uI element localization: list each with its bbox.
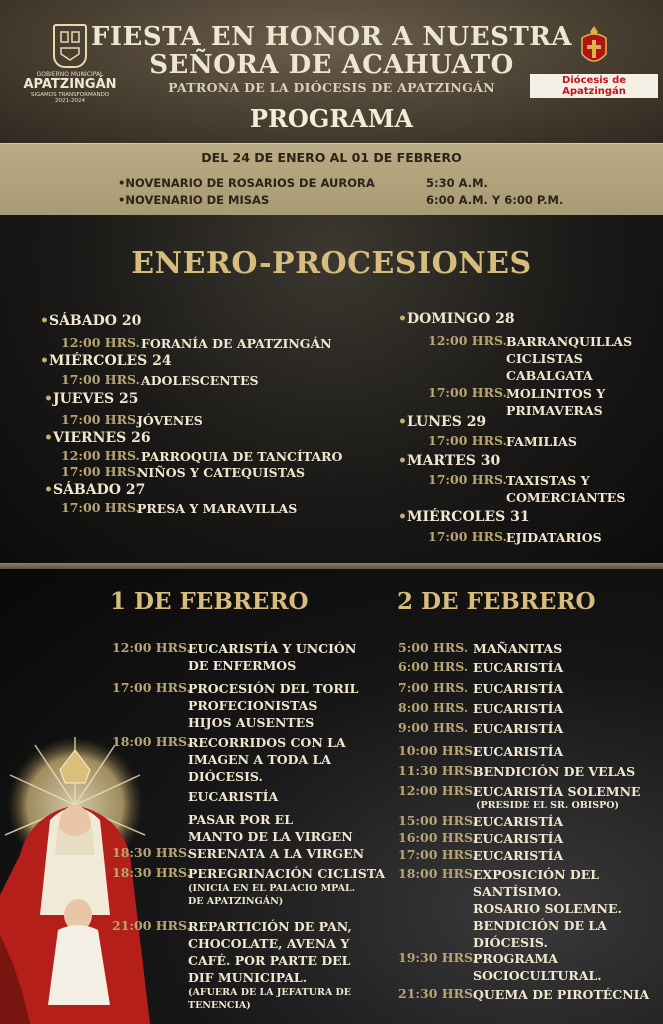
enero-day-label: •LUNES 29 [398,414,487,430]
feb2-event-text: EUCARISTÍA [473,660,564,675]
feb2-event-text: SOCIOCULTURAL. [473,968,602,983]
enero-event-time: 17:00 HRS. [61,464,140,479]
feb2-event-time: 8:00 HRS. [398,700,469,715]
bullet-dot-icon: • [398,453,407,469]
bullet-dot-icon: • [398,311,407,327]
feb2-event-text: EUCARISTÍA [473,681,564,696]
feb2-event-text: MAÑANITAS [473,641,563,656]
feb2-event-text: ROSARIO SOLEMNE. [473,901,622,916]
enero-day-label: •SÁBADO 27 [44,482,146,498]
band-dates: DEL 24 DE ENERO AL 01 DE FEBRERO [201,150,462,165]
enero-day-label: •MIÉRCOLES 24 [40,353,172,369]
enero-event-text: CABALGATA [506,368,593,383]
feb2-event-time: 18:00 HRS. [398,866,477,881]
feb1-event-time: 12:00 HRS. [112,640,191,655]
logo-left-slogan: SIGAMOS TRANSFORMANDO [30,92,110,98]
feb1-event-text: DIF MUNICIPAL. [188,970,308,985]
feb1-event-note: (AFUERA DE LA JEFATURA DE [188,987,352,998]
enero-event-text: FAMILIAS [506,434,577,449]
feb1-event-text: EUCARISTÍA Y UNCIÓN [188,641,357,656]
feb2-event-time: 21:30 HRS. [398,986,477,1001]
enero-event-time: 17:00 HRS. [61,412,140,427]
enero-event-time: 17:00 HRS. [61,500,140,515]
bullet-dot-icon: • [44,430,53,446]
feb1-event-text: DE ENFERMOS [188,658,297,673]
bullet-dot-icon: • [40,313,49,329]
title-line-1: FIESTA EN HONOR A NUESTRA [90,22,573,52]
enero-day-label: •MIÉRCOLES 31 [398,509,530,525]
feb2-event-time: 16:00 HRS. [398,830,477,845]
feb2-event-text: EUCARISTÍA [473,701,564,716]
feb1-event-text: EUCARISTÍA [188,789,279,804]
enero-event-text: MOLINITOS Y [506,386,606,401]
feb1-event-time: 21:00 HRS. [112,918,191,933]
enero-event-text: JÓVENES [137,413,203,428]
enero-event-text: EJIDATARIOS [506,530,602,545]
band-line-2-label: •NOVENARIO DE MISAS [118,193,270,207]
feb1-event-text: CHOCOLATE, AVENA Y [188,936,350,951]
feb2-event-text: EXPOSICIÓN DEL [473,867,600,882]
feb1-event-time: 17:00 HRS. [112,680,191,695]
feb1-event-time: 18:30 HRS. [112,845,191,860]
band-line-1-time: 5:30 A.M. [426,176,488,190]
feb1-event-text: MANTO DE LA VIRGEN [188,829,353,844]
bullet-dot-icon: • [398,509,407,525]
enero-event-time: 17:00 HRS. [428,529,507,544]
title-line-2: SEÑORA DE ACAHUATO [149,50,514,80]
enero-event-text: FORANÍA DE APATZINGÁN [141,336,332,351]
feb2-event-time: 6:00 HRS. [398,659,469,674]
feb2-event-text: SANTÍSIMO. [473,884,562,899]
band-line-2-time: 6:00 A.M. Y 6:00 P.M. [426,193,564,207]
enero-event-text: ADOLESCENTES [141,373,259,388]
enero-day-label: •JUEVES 25 [44,391,139,407]
feb1-event-time: 18:30 HRS. [112,865,191,880]
enero-event-time: 12:00 HRS. [61,448,140,463]
bullet-dot-icon: • [44,391,53,407]
subtitle: PATRONA DE LA DIÓCESIS DE APATZINGÁN [168,80,495,95]
feb2-event-text: BENDICIÓN DE VELAS [473,764,636,779]
enero-day-label: •DOMINGO 28 [398,311,515,327]
feb2-event-time: 7:00 HRS. [398,680,469,695]
feb2-event-note: (PRESIDE EL SR. OBISPO) [476,800,619,811]
logo-left-top: GOBIERNO MUNICIPAL [36,71,104,78]
feb1-event-text: PASAR POR EL [188,812,293,827]
enero-day-label: •VIERNES 26 [44,430,151,446]
enero-heading: ENERO-PROCESIONES [131,246,532,281]
enero-event-time: 17:00 HRS. [61,372,140,387]
bullet-dot-icon: • [398,414,407,430]
feb1-event-text: RECORRIDOS CON LA [188,735,346,750]
feb2-event-time: 11:30 HRS. [398,763,477,778]
feb2-event-text: EUCARISTÍA [473,831,564,846]
enero-event-text: NIÑOS Y CATEQUISTAS [137,465,306,480]
feb2-event-text: EUCARISTÍA [473,721,564,736]
enero-event-text: COMERCIANTES [506,490,626,505]
bullet-dot-icon: • [40,353,49,369]
feb2-event-text: DIÓCESIS. [473,935,548,950]
programa-heading: PROGRAMA [249,104,414,133]
logo-left-years: 2021-2024 [55,98,85,104]
band-line-1-label: •NOVENARIO DE ROSARIOS DE AURORA [118,176,375,190]
feb2-event-text: EUCARISTÍA [473,848,564,863]
feb2-event-text: EUCARISTÍA SOLEMNE [473,784,641,799]
enero-event-text: PRIMAVERAS [506,403,603,418]
feb2-event-time: 10:00 HRS. [398,743,477,758]
feb2-event-text: PROGRAMA [473,951,558,966]
enero-event-text: BARRANQUILLAS [506,334,633,349]
feb2-event-text: EUCARISTÍA [473,744,564,759]
feb1-event-text: PROFECIONISTAS [188,698,318,713]
feb1-event-text: IMAGEN A TODA LA [188,752,331,767]
enero-event-text: CICLISTAS [506,351,583,366]
feb1-event-note: TENENCIA) [188,1000,251,1011]
feb1-event-text: PROCESIÓN DEL TORIL [188,681,359,696]
enero-event-time: 17:00 HRS. [428,385,507,400]
feb2-event-time: 5:00 HRS. [398,640,469,655]
feb1-event-text: REPARTICIÓN DE PAN, [188,919,352,934]
enero-event-text: PRESA Y MARAVILLAS [137,501,298,516]
feb1-event-text: PEREGRINACIÓN CICLISTA [188,866,386,881]
feb1-heading: 1 DE FEBRERO [110,588,309,615]
feb2-event-text: QUEMA DE PIROTÉCNIA [473,987,650,1002]
feb1-event-text: CAFÉ. POR PARTE DEL [188,953,351,968]
feb1-event-text: HIJOS AUSENTES [188,715,315,730]
feb1-event-text: DIÓCESIS. [188,769,263,784]
logo-right-name: Diócesis de Apatzingán [530,74,658,98]
enero-event-time: 12:00 HRS. [61,335,140,350]
bullet-dot-icon: • [44,482,53,498]
enero-event-time: 17:00 HRS. [428,472,507,487]
logo-left-name: APATZINGÁN [23,77,117,92]
feb1-event-note: DE APATZINGÁN) [188,896,284,907]
enero-day-label: •MARTES 30 [398,453,501,469]
feb2-event-time: 17:00 HRS. [398,847,477,862]
feb2-event-time: 12:00 HRS. [398,783,477,798]
feb1-event-note: (INICIA EN EL PALACIO MPAL. [188,883,355,894]
feb2-event-time: 9:00 HRS. [398,720,469,735]
feb1-event-text: SERENATA A LA VIRGEN [188,846,365,861]
enero-event-text: PARROQUIA DE TANCÍTARO [141,449,343,464]
feb2-event-text: EUCARISTÍA [473,814,564,829]
enero-event-time: 12:00 HRS. [428,333,507,348]
feb2-heading: 2 DE FEBRERO [397,588,596,615]
enero-event-time: 17:00 HRS. [428,433,507,448]
feb2-event-text: BENDICIÓN DE LA [473,918,607,933]
enero-event-text: TAXISTAS Y [506,473,590,488]
feb2-event-time: 19:30 HRS. [398,950,477,965]
feb1-event-time: 18:00 HRS. [112,734,191,749]
feb2-event-time: 15:00 HRS. [398,813,477,828]
enero-day-label: •SÁBADO 20 [40,313,142,329]
